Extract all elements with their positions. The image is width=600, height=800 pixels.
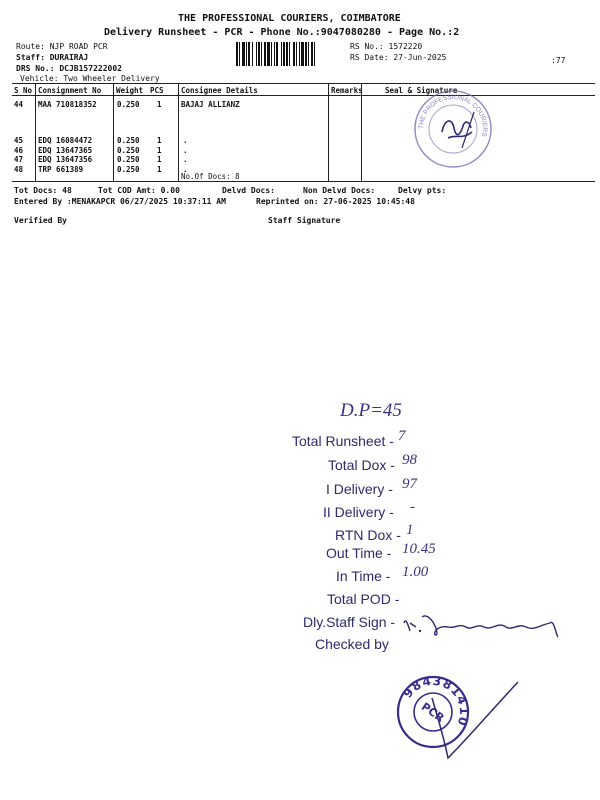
cell-pcs: 1	[157, 165, 162, 174]
cell-wt: 0.250	[117, 100, 140, 109]
reprinted-on: Reprinted on: 27-06-2025 10:45:48	[256, 197, 415, 206]
cell-sno: 47	[14, 155, 24, 164]
col-divider	[35, 83, 36, 181]
hw-label-total-runsheet: Total Runsheet -	[292, 433, 394, 449]
th-weight: Weight	[116, 86, 144, 95]
hw-value-ii-delivery: -	[410, 499, 415, 515]
cell-wt: 0.250	[117, 146, 140, 155]
no-of-docs: No.Of Docs: 8	[181, 172, 240, 181]
route-text: Route: NJP ROAD PCR	[16, 42, 108, 51]
cell-wt: 0.250	[117, 155, 140, 164]
staff-text: Staff: DURAIRAJ	[16, 53, 89, 62]
pcr-seal-center-text: PCR	[418, 700, 447, 725]
cell-consignee: .	[183, 165, 188, 174]
cell-sno: 46	[14, 146, 24, 155]
hw-label-total-pod: Total POD -	[327, 591, 400, 607]
verified-by: Verified By	[14, 216, 67, 225]
cell-sno: 45	[14, 136, 24, 145]
entered-by: Entered By :MENAKAPCR 06/27/2025 10:37:11 AM	[14, 197, 226, 206]
hw-label-total-dox: Total Dox -	[328, 457, 395, 473]
hw-value-out-time: 10.45	[402, 541, 436, 557]
cell-cn: EDQ 13647365	[38, 146, 93, 155]
hw-label-checked-by: Checked by	[315, 636, 389, 652]
hw-value-total-runsheet: 7	[398, 428, 406, 444]
delvd-docs: Delvd Docs:	[222, 186, 275, 195]
staff-handwritten-signature	[400, 605, 565, 643]
cell-consignee: BAJAJ ALLIANZ	[181, 100, 240, 109]
hw-label-i-delivery: I Delivery -	[326, 481, 393, 497]
company-title: THE PROFESSIONAL COURIERS, COIMBATORE	[178, 13, 401, 24]
company-seal-stamp	[412, 88, 494, 170]
handwritten-dp: D.P=45	[340, 400, 402, 421]
cell-cn: EDQ 13647356	[38, 155, 93, 164]
hw-label-rtn-dox: RTN Dox -	[335, 527, 401, 543]
tot-cod: Tot COD Amt: 0.00	[98, 186, 180, 195]
cell-wt: 0.250	[117, 136, 140, 145]
cell-consignee: .	[183, 136, 188, 145]
vehicle-text: Vehicle: Two Wheeler Delivery	[20, 74, 160, 83]
seal-signature-stroke	[428, 678, 520, 768]
cell-cn: TRP 661389	[38, 165, 84, 174]
cell-sno: 48	[14, 165, 24, 174]
runsheet-title: Delivery Runsheet - PCR - Phone No.:9047080280 - Page No.:2	[104, 27, 460, 38]
barcode	[236, 42, 340, 66]
th-remarks: Remarks	[331, 86, 363, 95]
table-header-line	[12, 95, 595, 96]
cell-wt: 0.250	[117, 165, 140, 174]
cell-pcs: 1	[157, 136, 162, 145]
table-top-line	[12, 83, 595, 84]
staff-signature-label: Staff Signature	[268, 216, 341, 225]
col-divider	[113, 83, 114, 181]
rs-date-text: RS Date: 27-Jun-2025	[350, 53, 447, 62]
th-consignment: Consignment No	[38, 86, 102, 95]
cell-cn: MAA 710818352	[38, 100, 97, 109]
hw-label-dly-staff-sign: Dly.Staff Sign -	[303, 614, 396, 630]
seal-ring-text: THE PROFESSIONAL COURIERS	[417, 93, 489, 138]
delvy-pts: Delvy pts:	[398, 186, 447, 195]
col-divider	[361, 83, 362, 181]
th-consignee: Consignee Details	[181, 86, 258, 95]
cell-pcs: 1	[157, 100, 162, 109]
hw-label-ii-delivery: II Delivery -	[323, 504, 394, 520]
hw-value-rtn-dox: 1	[406, 522, 414, 538]
hw-label-out-time: Out Time -	[326, 545, 392, 561]
cell-consignee: .	[183, 146, 188, 155]
pcr-seal-ring-text: 984381410	[400, 674, 471, 729]
corner-mark: :77	[551, 56, 566, 65]
cell-pcs: 1	[157, 155, 162, 164]
hw-value-total-dox: 98	[402, 452, 417, 468]
th-sno: S No	[14, 86, 33, 95]
non-delvd-docs: Non Delvd Docs:	[303, 186, 376, 195]
cell-consignee: .	[183, 155, 188, 164]
hw-value-in-time: 1.00	[402, 564, 429, 580]
cell-pcs: 1	[157, 146, 162, 155]
th-seal: Seal & Signature	[385, 86, 458, 95]
hw-value-i-delivery: 97	[402, 476, 417, 492]
tot-docs: Tot Docs: 48	[14, 186, 72, 195]
th-pcs: PCS	[150, 86, 164, 95]
hw-label-in-time: In Time -	[336, 568, 391, 584]
table-bottom-line	[12, 181, 595, 182]
rs-no-text: RS No.: 1572220	[350, 42, 423, 51]
cell-sno: 44	[14, 100, 24, 109]
col-divider	[328, 83, 329, 181]
col-divider	[178, 83, 179, 181]
cell-cn: EDQ 16084472	[38, 136, 93, 145]
drs-no-text: DRS No.: DCJB157222002	[16, 64, 122, 73]
